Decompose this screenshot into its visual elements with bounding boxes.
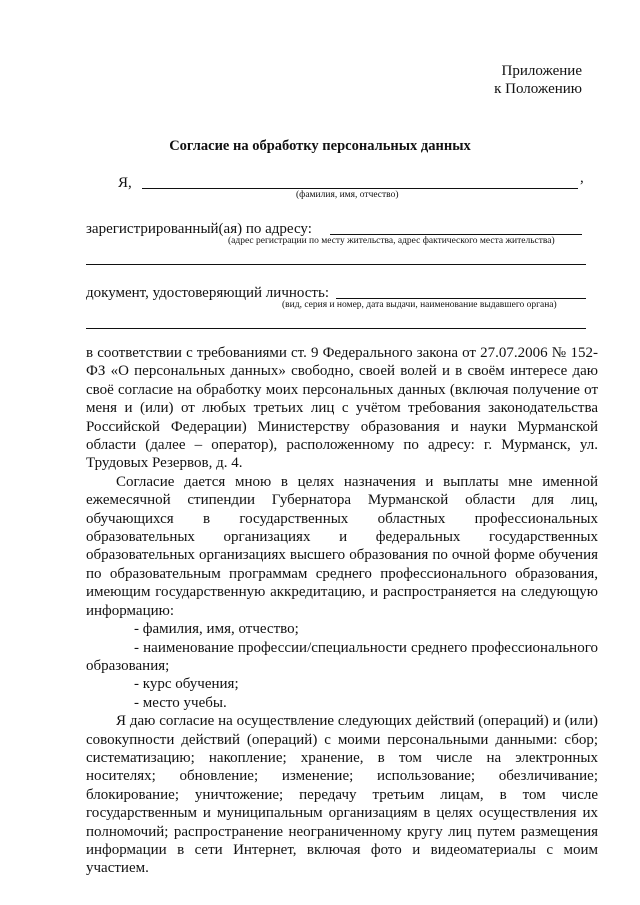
list-item: - наименование профессии/специальности среднего профессионального образования; — [86, 639, 598, 674]
document-field-hint: (вид, серия и номер, дата выдачи, наименование выдавшего органа) — [282, 300, 557, 310]
name-field-comma: , — [580, 170, 584, 186]
list-item: - фамилия, имя, отчество; — [134, 621, 299, 638]
address-label: зарегистрированный(ая) по адресу: — [86, 221, 312, 237]
name-label: Я, — [118, 175, 132, 191]
name-field-line[interactable] — [142, 188, 578, 189]
address-field-hint: (адрес регистрации по месту жительства, адрес фактического места жительства) — [228, 236, 555, 246]
paragraph-actions: Я даю согласие на осуществление следующих действий (операций) и (или) совокупности действий (операций) с моими персональными данными: сбор; систематизацию; накопление; хранение, в том числе на электронных носителях; обновление; изменение; использование; обезличивание; блокирование; уничтожение; передачу третьим лицам, в том числе государственным и муниципальным организациям в целях осуществления их полномочий; распространение неограниченному кругу лиц путем размещения информации в сети Интернет, включая фото и видеоматериалы с моим участием. — [86, 713, 598, 877]
name-field-hint: (фамилия, имя, отчество) — [296, 190, 399, 200]
document-field-line-2[interactable] — [86, 328, 586, 329]
paragraph-legal-basis: в соответствии с требованиями ст. 9 Федерального закона от 27.07.2006 № 152-ФЗ «О персональных данных» свободно, своей волей и в своём интересе даю своё согласие на обработку моих персональных данных (включая получение от меня и (или) от любых третьих лиц с учётом требования законодательства Российской Федерации) Министерству образования и науки Мурманской области (далее – оператор), расположенному по адресу: г. Мурманск, ул. Трудовых Резервов, д. 4. — [86, 345, 598, 472]
paragraph-purpose: Согласие дается мною в целях назначения и выплаты мне именной ежемесячной стипендии Губернатора Мурманской области для лиц, обучающихся в государственных областных профессиональных образовательных организациях и федеральных государственных образовательных организациях высшего образования по очной форме обучения по образовательным программам среднего профессионального образования, имеющим государственную аккредитацию, и распространяется на следующую информацию: — [86, 473, 598, 619]
list-item: - место учебы. — [134, 694, 227, 711]
document-title: Согласие на обработку персональных данных — [169, 138, 471, 154]
address-field-line-2[interactable] — [86, 264, 586, 265]
list-item: - курс обучения; — [134, 676, 239, 693]
consent-body — [86, 344, 598, 878]
address-field-line[interactable] — [330, 234, 582, 235]
appendix-line-1: Приложение — [501, 63, 582, 79]
document-label: документ, удостоверяющий личность: — [86, 285, 329, 301]
document-field-line[interactable] — [336, 298, 586, 299]
appendix-heading — [494, 62, 582, 98]
appendix-line-2: к Положению — [494, 81, 582, 97]
